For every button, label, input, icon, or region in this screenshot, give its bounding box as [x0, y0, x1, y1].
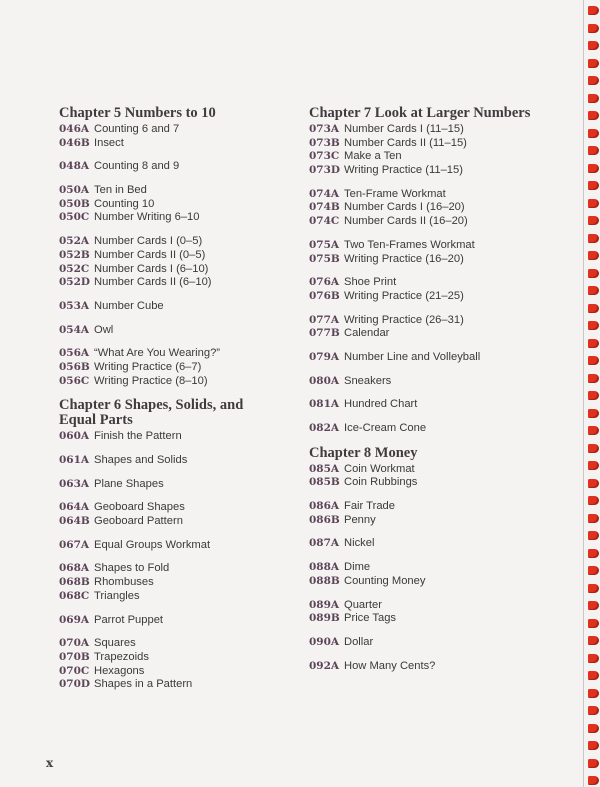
- binding-coil: [588, 531, 599, 540]
- entry-code: 060A: [59, 430, 90, 443]
- entry-code: 073C: [309, 150, 340, 163]
- binding-coil: [588, 269, 599, 278]
- entry-code: 090A: [309, 635, 340, 648]
- toc-column-left: [59, 106, 289, 702]
- entry-code: 070B: [59, 650, 90, 663]
- entry-code: 069A: [59, 613, 90, 626]
- binding-coil: [588, 724, 599, 733]
- toc-entry: [309, 612, 569, 626]
- entry-code: 079A: [309, 350, 340, 363]
- entry-title: Hundred Chart: [344, 398, 418, 411]
- toc-entry: [309, 422, 569, 436]
- entry-group: [59, 637, 289, 692]
- entry-group: [59, 430, 289, 444]
- entry-title: Rhombuses: [94, 576, 154, 589]
- entry-title: Number Cards I (16–20): [344, 201, 465, 214]
- entry-code: 073D: [309, 164, 341, 177]
- toc-entry: [59, 651, 289, 665]
- entry-code: 052A: [59, 235, 90, 248]
- entry-title: Shapes in a Pattern: [94, 678, 193, 691]
- toc-entry: [309, 253, 569, 267]
- binding-coil: [588, 216, 599, 225]
- binding-coil: [588, 164, 599, 173]
- binding-coil: [588, 339, 599, 348]
- binding-coil: [588, 514, 599, 523]
- toc-entry: [59, 478, 289, 492]
- entry-title: Coin Workmat: [344, 462, 415, 475]
- entry-title: Shapes and Solids: [94, 454, 188, 466]
- entry-code: 048A: [59, 160, 90, 173]
- toc-entry: [309, 150, 569, 164]
- toc-entry: [309, 463, 569, 477]
- entry-title: Triangles: [94, 589, 140, 602]
- binding-coil: [588, 94, 599, 103]
- toc-entry: [309, 660, 569, 674]
- entry-code: 092A: [309, 659, 340, 672]
- entry-title: Ice-Cream Cone: [344, 422, 427, 434]
- entry-code: 077A: [309, 313, 340, 326]
- entry-code: 080A: [309, 374, 340, 387]
- entry-code: 056A: [59, 347, 90, 360]
- entry-title: Two Ten-Frames Workmat: [344, 238, 475, 251]
- binding-coil: [588, 706, 599, 715]
- entry-title: Ten-Frame Workmat: [344, 187, 446, 200]
- entry-group: [59, 454, 289, 468]
- entry-title: Coin Rubbings: [344, 476, 418, 489]
- binding-coil: [588, 409, 599, 418]
- entry-code: 076A: [309, 276, 340, 289]
- entry-code: 070D: [59, 678, 91, 691]
- entry-code: 086B: [309, 513, 340, 526]
- toc-entry: [309, 351, 569, 365]
- toc-entry: [309, 239, 569, 253]
- binding-coil: [588, 444, 599, 453]
- toc-entry: [309, 537, 569, 551]
- entry-title: Geoboard Shapes: [94, 501, 185, 514]
- entry-title: Counting 10: [94, 197, 155, 210]
- binding-coil: [588, 6, 599, 15]
- entry-code: 073B: [309, 136, 340, 149]
- binding-coil: [588, 619, 599, 628]
- entry-group: [59, 347, 289, 388]
- entry-group: [59, 184, 289, 225]
- toc-entry: [59, 590, 289, 604]
- entry-group: [309, 123, 569, 178]
- entry-code: 046A: [59, 123, 90, 135]
- toc-entry: [59, 211, 289, 225]
- toc-entry: [309, 514, 569, 528]
- toc-entry: [59, 347, 289, 361]
- toc-entry: [309, 476, 569, 490]
- entry-code: 076B: [309, 289, 340, 302]
- entry-title: Parrot Puppet: [94, 613, 164, 626]
- binding-coil: [588, 636, 599, 645]
- entry-title: Number Cube: [94, 299, 164, 312]
- toc-entry: [59, 263, 289, 277]
- entry-code: 070C: [59, 664, 90, 677]
- binding-coil: [588, 129, 599, 138]
- toc-entry: [59, 678, 289, 692]
- binding-coil: [588, 304, 599, 313]
- toc-entry: [309, 201, 569, 215]
- toc-entry: [59, 539, 289, 553]
- entry-group: [309, 398, 569, 412]
- binding-coil: [588, 321, 599, 330]
- toc-entry: [59, 637, 289, 651]
- toc-entry: [59, 361, 289, 375]
- entry-group: [309, 463, 569, 490]
- chapter-title: Chapter 5 Numbers to 10: [59, 105, 216, 121]
- entry-code: 088B: [309, 574, 340, 587]
- toc-entry: [59, 515, 289, 529]
- toc-entry: [309, 327, 569, 341]
- entry-group: [59, 562, 289, 603]
- page-number: x: [46, 756, 54, 770]
- entry-code: 085B: [309, 476, 340, 489]
- entry-code: 086A: [309, 500, 340, 513]
- binding-coil: [588, 391, 599, 400]
- entry-code: 074A: [309, 187, 340, 200]
- entry-group: [309, 188, 569, 229]
- entry-code: 068A: [59, 562, 90, 575]
- entry-title: Shoe Print: [344, 276, 397, 289]
- entry-code: 074C: [309, 215, 340, 228]
- entry-group: [309, 276, 569, 303]
- entry-code: 064A: [59, 501, 90, 514]
- entry-code: 068C: [59, 589, 90, 602]
- spiral-binding: [584, 0, 600, 787]
- toc-entry: [309, 500, 569, 514]
- toc-entry: [309, 137, 569, 151]
- entry-title: Geoboard Pattern: [94, 515, 183, 528]
- binding-coil: [588, 24, 599, 33]
- entry-code: 089B: [309, 612, 340, 625]
- toc-entry: [59, 198, 289, 212]
- entry-title: Make a Ten: [344, 150, 402, 163]
- entry-title: Number Cards II (11–15): [344, 136, 467, 149]
- binding-coil: [588, 374, 599, 383]
- binding-coil: [588, 566, 599, 575]
- entry-code: 070A: [59, 637, 90, 650]
- toc-entry: [59, 276, 289, 290]
- binding-coil: [588, 41, 599, 50]
- entry-title: Hexagons: [94, 664, 145, 677]
- entry-title: Number Cards II (6–10): [94, 276, 212, 289]
- toc-entry: [309, 375, 569, 389]
- entry-title: Finish the Pattern: [94, 430, 182, 443]
- binding-coil: [588, 251, 599, 260]
- entry-code: 075A: [309, 238, 340, 251]
- toc-entry: [59, 665, 289, 679]
- toc-entry: [59, 160, 289, 174]
- entry-title: Number Cards I (6–10): [94, 262, 209, 275]
- toc-entry: [309, 164, 569, 178]
- entry-title: Number Cards I (0–5): [94, 235, 203, 248]
- entry-code: 088A: [309, 561, 340, 574]
- entry-code: 075B: [309, 252, 340, 265]
- entry-title: Dollar: [344, 635, 374, 648]
- binding-coil: [588, 671, 599, 680]
- binding-coil: [588, 689, 599, 698]
- entry-group: [59, 501, 289, 528]
- entry-code: 052B: [59, 248, 90, 261]
- toc-entry: [59, 123, 289, 137]
- entry-code: 050A: [59, 184, 90, 197]
- entry-title: Squares: [94, 637, 136, 650]
- entry-title: Writing Practice (8–10): [94, 374, 208, 387]
- entry-title: Penny: [344, 513, 376, 526]
- entry-title: Shapes to Fold: [94, 562, 170, 575]
- entry-code: 063A: [59, 477, 90, 490]
- entry-code: 089A: [309, 598, 340, 611]
- entry-title: Number Cards II (0–5): [94, 248, 206, 261]
- entry-code: 068B: [59, 576, 90, 589]
- entry-title: Counting Money: [344, 574, 426, 587]
- binding-coil: [588, 759, 599, 768]
- binding-coil: [588, 479, 599, 488]
- toc-entry: [59, 501, 289, 515]
- entry-title: Fair Trade: [344, 500, 395, 513]
- entry-group: [309, 636, 569, 650]
- entry-title: Number Cards I (11–15): [344, 123, 464, 135]
- entry-code: 085A: [309, 462, 340, 475]
- entry-group: [59, 235, 289, 290]
- entry-group: [309, 500, 569, 527]
- entry-title: Number Writing 6–10: [94, 211, 200, 224]
- binding-coil: [588, 286, 599, 295]
- entry-group: [309, 314, 569, 341]
- chapter-section: [309, 446, 569, 674]
- entry-title: Price Tags: [344, 612, 397, 625]
- entry-code: 073A: [309, 123, 340, 135]
- entry-title: Writing Practice (16–20): [344, 252, 464, 265]
- entry-group: [59, 123, 289, 150]
- toc-entry: [59, 184, 289, 198]
- entry-code: 081A: [309, 398, 340, 411]
- entry-title: Number Line and Volleyball: [344, 350, 481, 363]
- toc-entry: [59, 454, 289, 468]
- entry-title: Insect: [94, 136, 124, 149]
- binding-coil: [588, 234, 599, 243]
- entry-group: [59, 539, 289, 553]
- entry-title: Writing Practice (6–7): [94, 360, 202, 373]
- entry-title: Plane Shapes: [94, 477, 164, 490]
- entry-title: Number Cards II (16–20): [344, 215, 468, 228]
- chapter-title: Chapter 6 Shapes, Solids, and Equal Parts: [59, 397, 244, 429]
- entry-code: 061A: [59, 454, 90, 466]
- toc-entry: [309, 188, 569, 202]
- binding-coil: [588, 146, 599, 155]
- entry-title: Quarter: [344, 598, 382, 611]
- binding-coil: [588, 111, 599, 120]
- entry-code: 052D: [59, 276, 91, 289]
- entry-title: Owl: [94, 323, 114, 336]
- entry-group: [59, 300, 289, 314]
- toc-entry: [309, 314, 569, 328]
- binding-coil: [588, 426, 599, 435]
- toc-entry: [309, 575, 569, 589]
- entry-code: 087A: [309, 537, 340, 550]
- entry-group: [309, 660, 569, 674]
- binding-coil: [588, 601, 599, 610]
- entry-title: How Many Cents?: [344, 659, 436, 672]
- entry-title: Sneakers: [344, 374, 392, 387]
- toc-entry: [309, 398, 569, 412]
- entry-title: Calendar: [344, 327, 390, 340]
- binding-coil: [588, 59, 599, 68]
- toc-entry: [309, 636, 569, 650]
- entry-title: Counting 6 and 7: [94, 123, 180, 135]
- entry-code: 050C: [59, 211, 90, 224]
- entry-code: 064B: [59, 515, 90, 528]
- entry-group: [59, 614, 289, 628]
- entry-code: 056B: [59, 360, 90, 373]
- entry-code: 082A: [309, 422, 340, 434]
- binding-coil: [588, 76, 599, 85]
- toc-entry: [309, 561, 569, 575]
- entry-group: [309, 351, 569, 365]
- toc-entry: [59, 430, 289, 444]
- chapter-section: [59, 398, 289, 692]
- entry-group: [309, 599, 569, 626]
- entry-group: [59, 478, 289, 492]
- entry-code: 077B: [309, 327, 340, 340]
- toc-entry: [59, 137, 289, 151]
- toc-entry: [309, 123, 569, 137]
- entry-code: 056C: [59, 374, 90, 387]
- chapter-title: Chapter 7 Look at Larger Numbers: [309, 105, 531, 121]
- binding-coil: [588, 741, 599, 750]
- toc-entry: [59, 576, 289, 590]
- entry-title: Counting 8 and 9: [94, 160, 180, 173]
- entry-code: 053A: [59, 299, 90, 312]
- entry-title: “What Are You Wearing?”: [94, 347, 221, 360]
- entry-title: Ten in Bed: [94, 184, 147, 197]
- toc-entry: [309, 276, 569, 290]
- entry-group: [309, 537, 569, 551]
- toc-entry: [309, 215, 569, 229]
- entry-group: [309, 239, 569, 266]
- binding-coil: [588, 654, 599, 663]
- entry-title: Writing Practice (26–31): [344, 313, 464, 326]
- entry-title: Nickel: [344, 537, 375, 550]
- binding-coil: [588, 584, 599, 593]
- entry-title: Writing Practice (11–15): [344, 164, 463, 177]
- binding-coil: [588, 496, 599, 505]
- entry-group: [309, 375, 569, 389]
- entry-code: 054A: [59, 323, 90, 336]
- entry-code: 052C: [59, 262, 90, 275]
- entry-group: [59, 324, 289, 338]
- entry-group: [309, 561, 569, 588]
- entry-group: [309, 422, 569, 436]
- chapter-title: Chapter 8 Money: [309, 444, 418, 461]
- toc-column-right: [309, 106, 569, 683]
- toc-entry: [59, 614, 289, 628]
- binding-coil: [588, 461, 599, 470]
- toc-entry: [59, 235, 289, 249]
- toc-entry: [309, 290, 569, 304]
- entry-title: Equal Groups Workmat: [94, 538, 211, 551]
- binding-coil: [588, 356, 599, 365]
- toc-entry: [59, 300, 289, 314]
- entry-group: [59, 160, 289, 174]
- toc-entry: [59, 562, 289, 576]
- entry-title: Trapezoids: [94, 650, 149, 663]
- binding-coil: [588, 199, 599, 208]
- entry-code: 074B: [309, 201, 340, 214]
- toc-entry: [59, 375, 289, 389]
- toc-entry: [59, 249, 289, 263]
- chapter-section: [59, 106, 289, 388]
- binding-coil: [588, 549, 599, 558]
- binding-coil: [588, 776, 599, 785]
- chapter-section: [309, 106, 569, 436]
- entry-code: 067A: [59, 538, 90, 551]
- entry-code: 050B: [59, 197, 90, 210]
- entry-code: 046B: [59, 136, 90, 149]
- binding-coil: [588, 181, 599, 190]
- entry-title: Writing Practice (21–25): [344, 289, 464, 302]
- toc-entry: [309, 599, 569, 613]
- toc-entry: [59, 324, 289, 338]
- entry-title: Dime: [344, 561, 371, 574]
